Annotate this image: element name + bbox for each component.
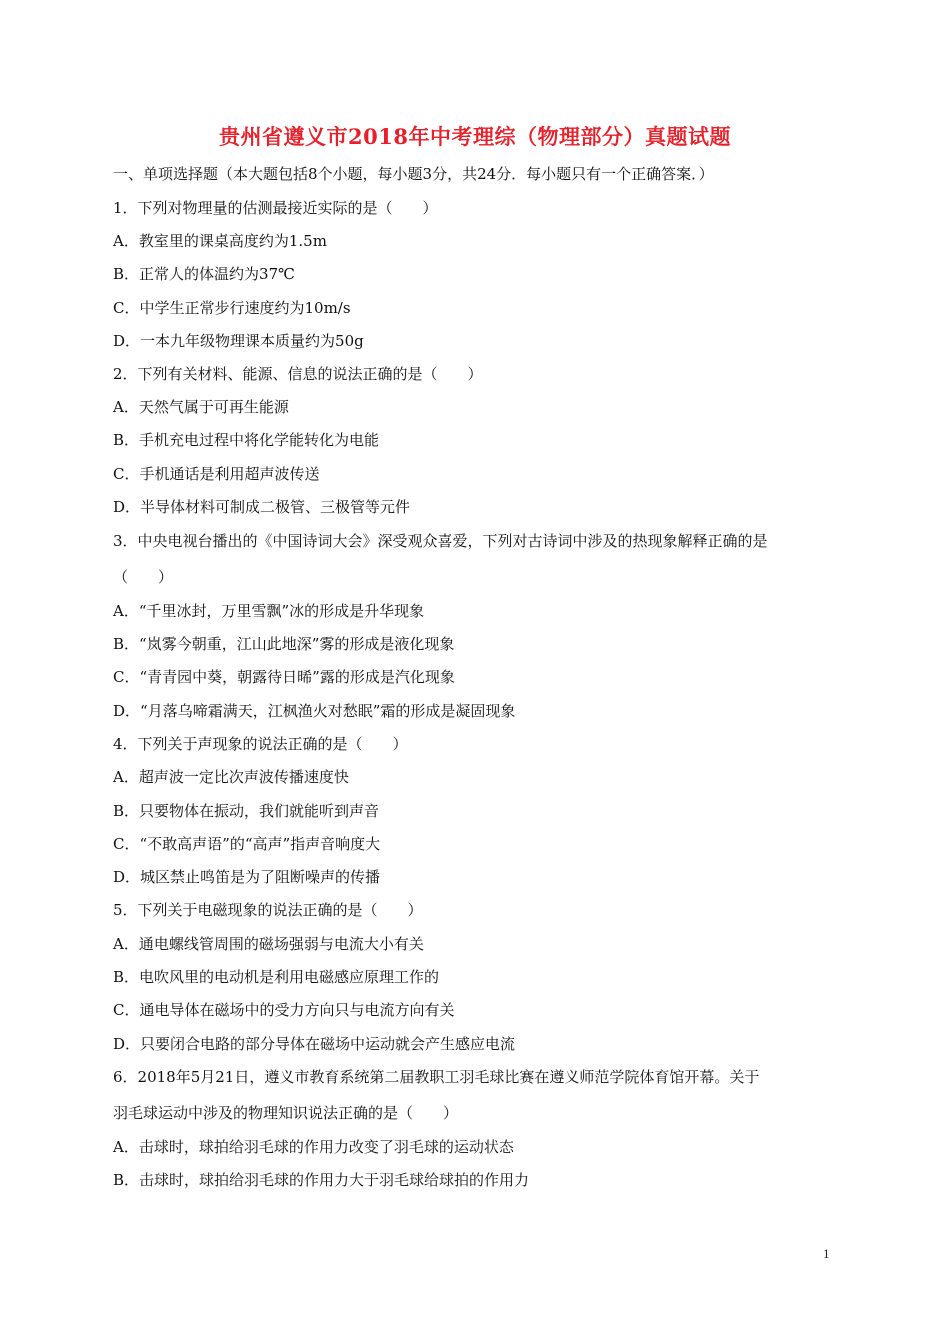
question-4-option-c: C．“不敢高声语”的“高声”指声音响度大: [113, 835, 381, 853]
question-1-option-a: A．教室里的课桌高度约为1.5m: [113, 232, 327, 250]
question-4-option-d: D．城区禁止鸣笛是为了阻断噪声的传播: [113, 868, 381, 886]
question-6-option-a: A．击球时，球拍给羽毛球的作用力改变了羽毛球的运动状态: [113, 1138, 514, 1156]
question-5-option-b: B．电吹风里的电动机是利用电磁感应原理工作的: [113, 968, 440, 986]
question-2-stem: 2．下列有关材料、能源、信息的说法正确的是（ ）: [113, 365, 483, 383]
question-2-option-b: B．手机充电过程中将化学能转化为电能: [113, 431, 380, 449]
question-5-option-c: C．通电导体在磁场中的受力方向只与电流方向有关: [113, 1001, 455, 1019]
document-title: 贵州省遵义市2018年中考理综（物理部分）真题试题: [219, 124, 731, 149]
question-1-stem: 1．下列对物理量的估测最接近实际的是（ ）: [113, 199, 438, 217]
question-5-option-a: A．通电螺线管周围的磁场强弱与电流大小有关: [113, 935, 424, 953]
question-4-option-b: B．只要物体在振动，我们就能听到声音: [113, 802, 380, 820]
question-6-stem-cont: 羽毛球运动中涉及的物理知识说法正确的是（ ）: [113, 1104, 459, 1122]
question-5-stem: 5．下列关于电磁现象的说法正确的是（ ）: [113, 901, 423, 919]
question-2-option-d: D．半导体材料可制成二极管、三极管等元件: [113, 498, 411, 516]
question-3-option-c: C．“青青园中葵，朝露待日晞”露的形成是汽化现象: [113, 668, 455, 686]
question-1-option-b: B．正常人的体温约为37℃: [113, 265, 295, 283]
question-3-option-a: A．“千里冰封，万里雪飘”冰的形成是升华现象: [113, 602, 425, 620]
section-heading: 一、单项选择题（本大题包括8个小题，每小题3分，共24分．每小题只有一个正确答案．）: [113, 165, 714, 183]
question-1-option-c: C．中学生正常步行速度约为10m/s: [113, 299, 351, 317]
question-4-option-a: A．超声波一定比次声波传播速度快: [113, 768, 349, 786]
page-number: 1: [823, 1246, 830, 1261]
question-3-option-b: B．“岚雾今朝重，江山此地深”雾的形成是液化现象: [113, 635, 455, 653]
question-1-option-d: D．一本九年级物理课本质量约为50g: [113, 332, 364, 350]
question-2-option-c: C．手机通话是利用超声波传送: [113, 465, 320, 483]
question-3-stem: 3．中央电视台播出的《中国诗词大会》深受观众喜爱，下列对古诗词中涉及的热现象解释正确的是: [113, 532, 768, 550]
question-3-stem-cont: （ ）: [113, 568, 174, 586]
question-2-option-a: A．天然气属于可再生能源: [113, 398, 289, 416]
question-6-stem: 6．2018年5月21日，遵义市教育系统第二届教职工羽毛球比赛在遵义师范学院体育馆开幕。关于: [113, 1068, 760, 1086]
question-5-option-d: D．只要闭合电路的部分导体在磁场中运动就会产生感应电流: [113, 1035, 516, 1053]
question-3-option-d: D．“月落乌啼霜满天，江枫渔火对愁眠”霜的形成是凝固现象: [113, 702, 516, 720]
question-4-stem: 4．下列关于声现象的说法正确的是（ ）: [113, 735, 408, 753]
question-6-option-b: B．击球时，球拍给羽毛球的作用力大于羽毛球给球拍的作用力: [113, 1171, 530, 1189]
